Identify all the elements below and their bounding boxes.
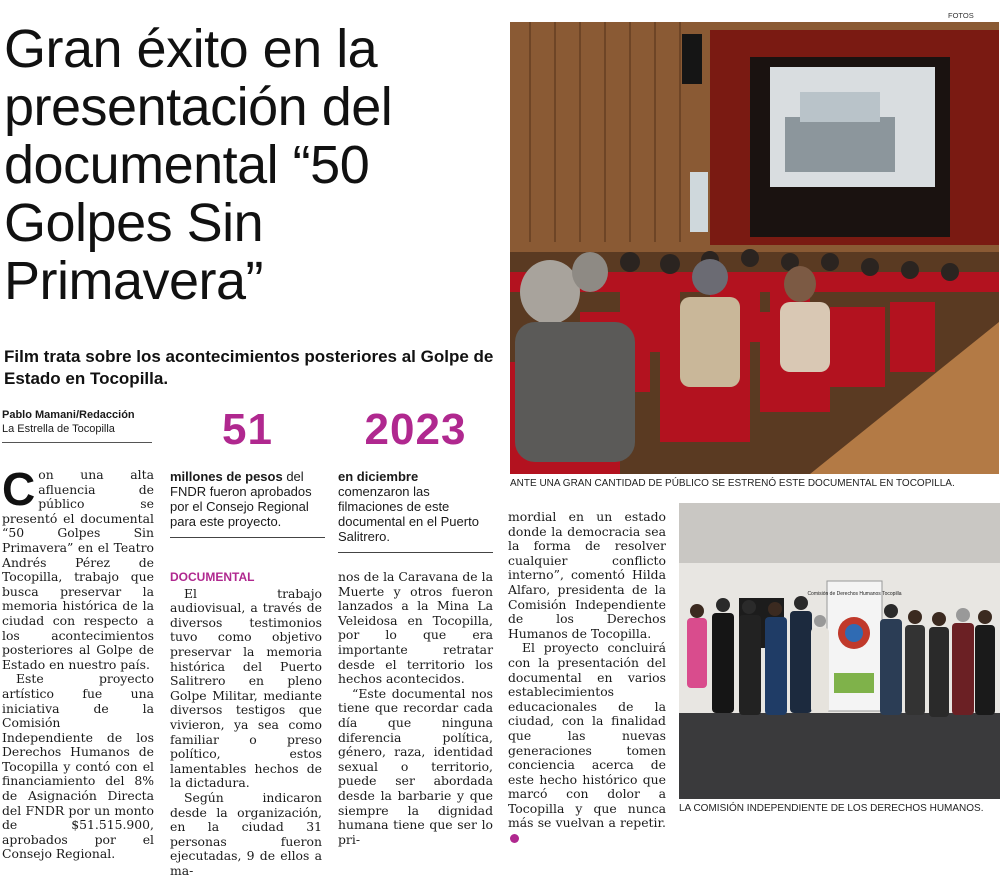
stat-box-year [338, 405, 493, 553]
headline: Gran éxito en la presentación del documental “50 Golpes Sin Primavera” [4, 19, 393, 311]
paragraph: El proyecto concluirá con la presentación del documental en varios establecimientos educacionales de la ciudad, con la finalidad que las nuevas generaciones tomen conciencia acerca de este hecho histórico que marcó con dolor a Tocopilla y que nunca más se vuelvan a repetir. [508, 641, 666, 845]
drop-cap: C [2, 463, 36, 515]
article-column-1 [2, 463, 154, 862]
article-column-4 [508, 510, 666, 846]
photo-caption: LA COMISIÓN INDEPENDIENTE DE LOS DERECHOS HUMANOS. [679, 803, 984, 814]
theater-illustration [510, 22, 999, 474]
photo-commission-group [679, 503, 1000, 799]
article-column-2 [170, 570, 322, 878]
paragraph: Este proyecto artístico fue una iniciativa de la Comisión Independiente de los Derechos Humanos de Tocopilla y contó con el financiamiento del 8% de Asignación Directa del FNDR por un monto de $51.515.900, aprobados por el Consejo Regional. [2, 671, 154, 862]
paragraph: El trabajo audiovisual, a través de diversos testimonios tuvo como objetivo preservar la memoria histórica del Puerto Salitrero en pleno Golpe Militar, mediante diversos testigos que vivieron, ya sea como familiar o preso político, estos lamentables hechos de la dictadura. [170, 585, 322, 791]
photo-credit: FOTOS [948, 11, 974, 20]
group-illustration [679, 503, 1000, 799]
stat-box-funding [170, 405, 325, 538]
article-column-3 [338, 570, 493, 847]
stat-number: 2023 [364, 405, 467, 454]
byline-outlet: La Estrella de Tocopilla [2, 422, 152, 443]
byline-author: Pablo Mamani/Redacción [2, 409, 135, 421]
paragraph: Con una alta afluencia de público se presentó el documental “50 Golpes Sin Primavera” en el Teatro Andrés Pérez de Tocopilla, trabajo que busca preservar la memoria histórica de la ciudad con respecto a los acontecimientos posteriores al Golpe de Estado en nuestro país. [2, 463, 154, 672]
end-mark-icon [510, 834, 519, 843]
paragraph: nos de la Caravana de la Muerte y otros fueron lanzados a la Mina La Veleidosa en Tocopilla, por lo que era importante retratar desde el territorio los hechos acontecidos. [338, 569, 493, 687]
stat-text: millones de pesos del FNDR fueron aprobados por el Consejo Regional para este proyecto. [170, 469, 325, 538]
stat-number: 51 [222, 405, 273, 454]
photo-caption: ANTE UNA GRAN CANTIDAD DE PÚBLICO SE ESTRENÓ ESTE DOCUMENTAL EN TOCOPILLA. [510, 478, 955, 489]
paragraph: “Este documental nos tiene que recordar cada día que ninguna diferencia política, género, raza, identidad sexual o territorio, puede ser abordada desde la barbarie y que siempre la dignidad humana tiene que ser lo pri- [338, 685, 493, 847]
paragraph: Según indicaron desde la organización, en la ciudad 31 personas fueron ejecutadas, 9 de ellos a ma- [170, 789, 322, 878]
byline [2, 408, 152, 443]
paragraph: mordial en un estado donde la democracia sea la forma de resolver cualquier conflicto interno”, comentó Hilda Alfaro, presidenta de la Comisión Independiente de los Derechos Humanos de Tocopilla. [508, 509, 666, 641]
section-kicker: DOCUMENTAL [170, 570, 255, 584]
subheadline: Film trata sobre los acontecimientos posteriores al Golpe de Estado en Tocopilla. [4, 347, 494, 388]
stat-text: en diciembre comenzaron las filmaciones de este documental en el Puerto Salitrero. [338, 469, 493, 553]
banner-title: Comisión de Derechos Humanos Tocopilla [807, 591, 902, 597]
photo-theater-audience [510, 22, 999, 474]
